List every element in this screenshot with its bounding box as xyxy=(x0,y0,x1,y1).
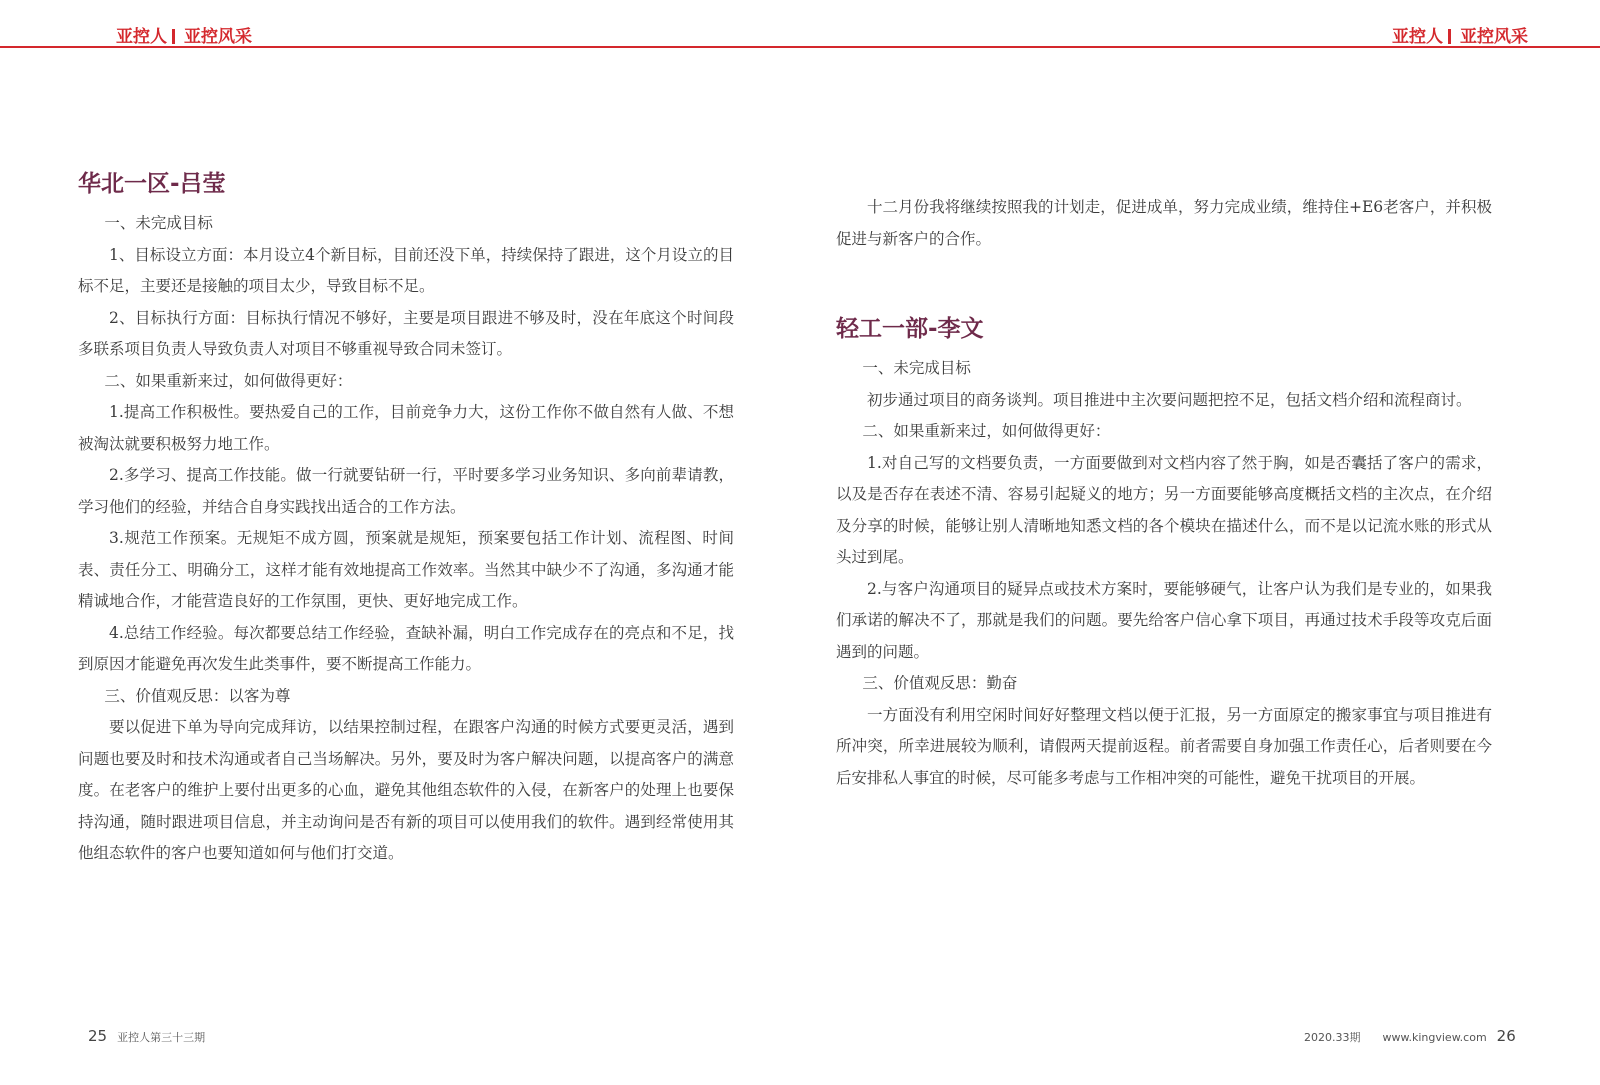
left-section-title: 华北一区-吕莹 xyxy=(78,171,226,197)
website-url: www.kingview.com xyxy=(1382,1031,1487,1044)
left-para-3: 二、如果重新来过，如何做得更好： xyxy=(104,371,353,390)
page-number-left: 25 xyxy=(88,1027,108,1045)
right-column xyxy=(836,192,1492,794)
header-left-section: 亚控风采 xyxy=(184,27,252,47)
right-section-title: 轻工一部-李文 xyxy=(836,316,984,342)
left-column xyxy=(78,168,734,870)
header-left xyxy=(116,28,252,46)
header-right-section: 亚控风采 xyxy=(1460,27,1528,47)
left-para-2: 2、目标执行方面：目标执行情况不够好，主要是项目跟进不够及时，没在年底这个时间段多联系项目负责人导致负责人对项目不够重视导致合同未签订。 xyxy=(78,308,734,358)
left-para-8: 三、价值观反思：以客为尊 xyxy=(104,686,291,705)
left-para-1: 1、目标设立方面：本月设立4个新目标，目前还没下单，持续保持了跟进，这个月设立的目标不足，主要还是接触的项目太少，导致目标不足。 xyxy=(78,245,734,295)
header-right xyxy=(1392,28,1528,46)
header-right-separator xyxy=(1448,29,1451,44)
left-para-4: 1.提高工作积极性。要热爱自己的工作，目前竞争力大，这份工作你不做自然有人做、不想被淘汰就要积极努力地工作。 xyxy=(78,403,734,453)
right-para-6: 一方面没有利用空闲时间好好整理文档以便于汇报，另一方面原定的搬家事宜与项目推进有所冲突，所幸进展较为顺利，请假两天提前返程。前者需要自身加强工作责任心，后者则要在今后安排私人事宜的时候，尽可能多考虑与工作相冲突的可能性，避免干扰项目的开展。 xyxy=(836,705,1492,787)
right-para-1: 初步通过项目的商务谈判。项目推进中主次要问题把控不足，包括文档介绍和流程商讨。 xyxy=(867,390,1472,409)
right-para-5: 三、价值观反思：勤奋 xyxy=(862,674,1018,692)
footer-left xyxy=(88,1026,205,1045)
issue-label: 2020.33期 xyxy=(1304,1031,1361,1044)
right-para-2: 二、如果重新来过，如何做得更好： xyxy=(862,422,1111,440)
left-para-6: 3.规范工作预案。无规矩不成方圆，预案就是规矩，预案要包括工作计划、流程图、时间表、责任分工、明确分工，这样才能有效地提高工作效率。当然其中缺少不了沟通，多沟通才能精诚地合作，才能营造良好的工作氛围，更快、更好地完成工作。 xyxy=(78,529,734,610)
left-para-5: 2.多学习、提高工作技能。做一行就要钻研一行，平时要多学习业务知识、多向前辈请教，学习他们的经验，并结合自身实践找出适合的工作方法。 xyxy=(78,466,734,516)
header-left-name: 亚控人 xyxy=(116,27,167,47)
right-spacer xyxy=(836,255,1492,313)
left-para-0: 一、未完成目标 xyxy=(104,214,213,232)
right-para-3: 1.对自己写的文档要负责，一方面要做到对文档内容了然于胸，如是否囊括了客户的需求，以及是否存在表述不清、容易引起疑义的地方；另一方面要能够高度概括文档的主次点，在介绍及分享的时候，能够让别人清晰地知悉文档的各个模块在描述什么，而不是以记流水账的形式从头过到尾。 xyxy=(836,453,1492,566)
footer-right xyxy=(1304,1026,1516,1045)
right-continuation: 十二月份我将继续按照我的计划走，促进成单，努力完成业绩，维持住+E6老客户，并积极促进与新客户的合作。 xyxy=(836,198,1492,248)
left-para-9: 要以促进下单为导向完成拜访，以结果控制过程，在跟客户沟通的时候方式要更灵活，遇到问题也要及时和技术沟通或者自己当场解决。另外，要及时为客户解决问题，以提高客户的满意度。在老客户的维护上要付出更多的心血，避免其他组态软件的入侵，在新客户的处理上也要保持沟通，随时跟进项目信息，并主动询问是否有新的项目可以使用我们的软件。遇到经常使用其他组态软件的客户也要知道如何与他们打交道。 xyxy=(78,718,734,862)
right-para-0: 一、未完成目标 xyxy=(862,359,971,377)
magazine-name: 亚控人第三十三期 xyxy=(117,1031,206,1044)
right-para-4: 2.与客户沟通项目的疑异点或技术方案时，要能够硬气，让客户认为我们是专业的，如果我们承诺的解决不了，那就是我们的问题。要先给客户信心拿下项目，再通过技术手段等攻克后面遇到的问题。 xyxy=(836,579,1492,661)
page-number-right: 26 xyxy=(1496,1027,1516,1045)
left-para-7: 4.总结工作经验。每次都要总结工作经验，查缺补漏，明白工作完成存在的亮点和不足，找到原因才能避免再次发生此类事件，要不断提高工作能力。 xyxy=(78,623,734,673)
header-left-separator xyxy=(172,29,175,44)
header-right-name: 亚控人 xyxy=(1392,27,1443,47)
